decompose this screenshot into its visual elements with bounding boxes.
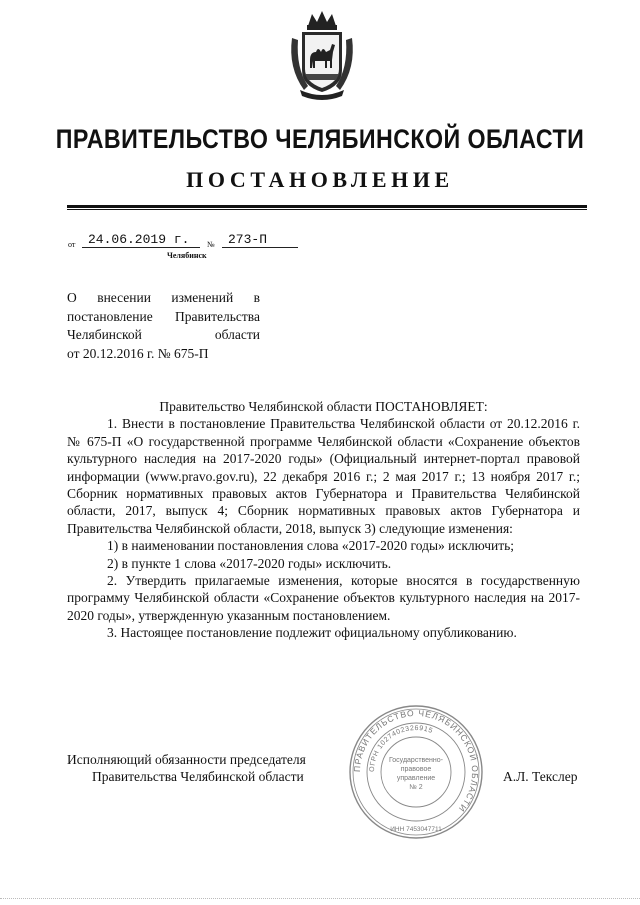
stamp-center-line: правовое (400, 766, 432, 773)
paragraph-1-item-2: 2) в пункте 1 слова «2017-2020 годы» исключить. (107, 555, 392, 571)
number-prefix-label: № (207, 240, 215, 249)
official-stamp (348, 704, 484, 840)
signatory-title-line1: Исполняющий обязанности председателя (67, 752, 306, 767)
coat-of-arms-emblem (286, 8, 358, 100)
document-number: 273-П (228, 232, 268, 247)
stamp-center-line: управление (396, 775, 436, 782)
page-bottom-edge (0, 898, 640, 900)
city-label: Челябинск (167, 251, 207, 260)
preamble: Правительство Челябинской области ПОСТАНОВЛЯЕТ: (159, 399, 488, 414)
document-body (67, 398, 580, 642)
stamp-inn: ИНН 7453047711 (390, 826, 442, 833)
subject-line: от 20.12.2016 г. № 675-П (67, 345, 209, 361)
subject-line: Челябинской области (67, 327, 260, 342)
signatory-name: А.Л. Текслер (503, 769, 578, 784)
stamp-ogrn: ОГРН 1027402326915 (368, 724, 434, 773)
stamp-center-line: Государственно- (388, 757, 444, 764)
stamp-ring-text: ПРАВИТЕЛЬСТВО ЧЕЛЯБИНСКОЙ ОБЛАСТИ (351, 707, 481, 815)
date-prefix-label: от (68, 240, 76, 249)
number-underline (222, 247, 298, 248)
paragraph-1: 1. Внести в постановление Правительства Челябинской области от 20.12.2016 г. № 675-П «О государственной программе Челябинской области «Сохранение объектов культурного наследия на 2017-2020 годы» (Официальный интернет-портал правовой информации (www.pravo.gov.ru), 22 декабря 2016 г.; 2 мая 2017 г.; 13 ноября 2017 г.; Сборник нормативных правовых актов Губернатора и Правительства Челябинской области, 2017, выпуск 4; Сборник нормативных правовых актов Губернатора и Правительства Челябинской области, 2018, выпуск 3) следующие изменения: (67, 416, 580, 536)
paragraph-2: 2. Утвердить прилагаемые изменения, которые вносятся в государственную программу Челябинской области «Сохранение объектов культурного наследия на 2017-2020 годы», утвержденную указанным постановлением. (67, 573, 580, 623)
signatory-title-line2: Правительства Челябинской области (92, 769, 304, 784)
stamp-center-line: № 2 (409, 784, 423, 791)
header-rule-thick (67, 205, 587, 208)
document-type-title: ПОСТАНОВЛЕНИЕ (186, 167, 454, 192)
paragraph-3: 3. Настоящее постановление подлежит официальному опубликованию. (107, 625, 517, 641)
paragraph-1-item-1: 1) в наименовании постановления слова «2017-2020 годы» исключить; (107, 538, 515, 554)
document-subject (67, 289, 260, 363)
subject-line: О внесении изменений в (67, 290, 260, 305)
government-title: ПРАВИТЕЛЬСТВО ЧЕЛЯБИНСКОЙ ОБЛАСТИ (55, 124, 585, 154)
date-underline (82, 247, 200, 248)
subject-line: постановление Правительства (67, 308, 260, 324)
header-rule-thin (67, 209, 587, 210)
document-date: 24.06.2019 г. (88, 232, 190, 247)
